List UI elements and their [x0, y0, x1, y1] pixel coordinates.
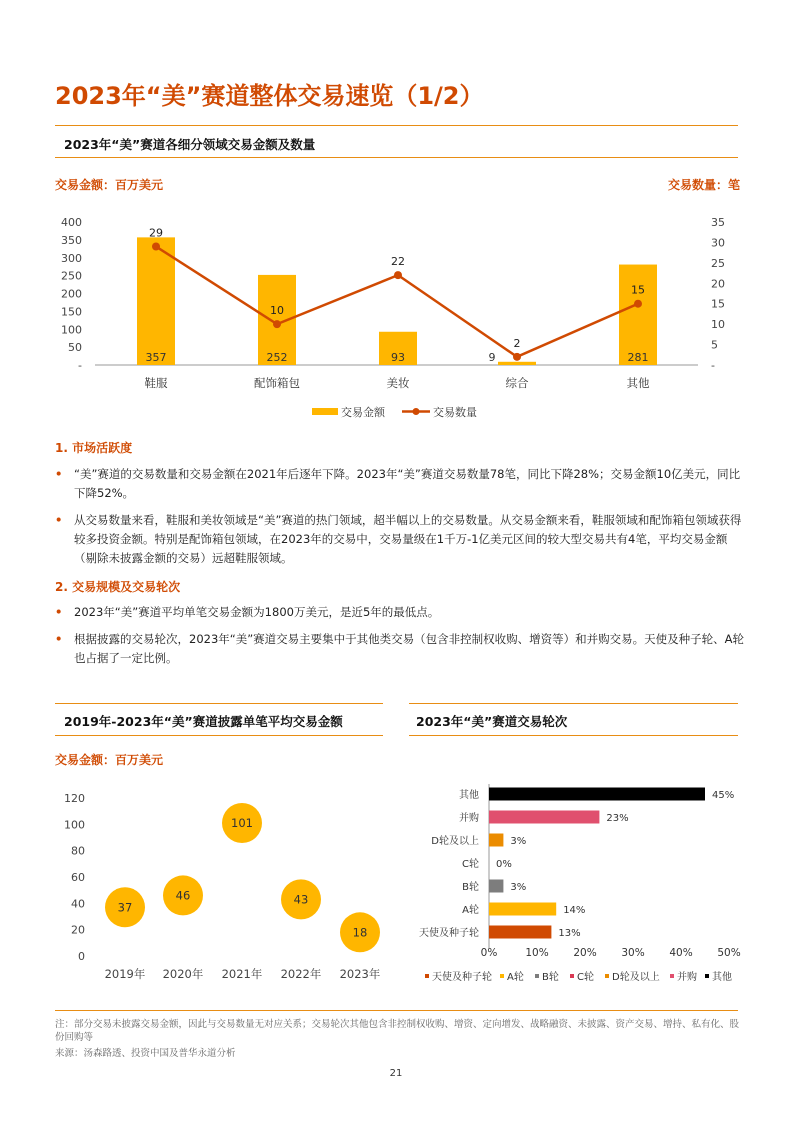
left-axis-tick-label: -: [78, 359, 82, 372]
legend-swatch-count-point: [413, 408, 420, 415]
legend-swatch: [670, 974, 674, 978]
category-label: B轮: [462, 882, 479, 893]
bullet-dot: •: [55, 467, 63, 481]
category-label: 美妆: [386, 376, 410, 390]
x-axis-tick-label: 50%: [717, 947, 741, 959]
legend-label: 其他: [712, 972, 732, 983]
line-count-point: [513, 353, 521, 361]
right-axis-tick-label: 5: [711, 338, 718, 352]
bullet-text: “美”赛道的交易数量和交易金额在2021年后逐年下降。2023年“美”赛道交易数量78笔，同比下降28%；交易金额10亿美元，同比下降52%。: [74, 467, 741, 500]
x-axis-tick-label: 10%: [525, 947, 549, 959]
legend-label: A轮: [507, 972, 524, 983]
round-bar-label: 0%: [496, 859, 512, 870]
footnote-divider: [55, 1010, 738, 1011]
bullet-dot: •: [55, 632, 63, 646]
category-label: A轮: [462, 905, 479, 916]
legend-swatch: [535, 974, 539, 978]
x-axis-tick-label: 2022年: [280, 967, 322, 981]
right-axis-tick-label: 25: [711, 256, 725, 270]
category-label: 其他: [459, 790, 479, 801]
left-axis-tick-label: 300: [61, 251, 82, 265]
page-number: 21: [389, 1068, 403, 1079]
top-chart-right-unit: 交易数量：笔: [667, 178, 740, 192]
bar-amount-label: 281: [627, 351, 649, 364]
bar-amount-label: 93: [391, 351, 405, 364]
legend-label: C轮: [577, 972, 594, 983]
bubble-value-label: 18: [352, 925, 368, 940]
title-divider: [55, 125, 738, 126]
legend-swatch-amount: [312, 408, 338, 415]
line-count-label: 15: [631, 283, 645, 297]
bubble-value-label: 101: [231, 816, 253, 831]
footnote-source: 来源：汤森路透、投资中国及普华永道分析: [55, 1048, 236, 1059]
top-chart-heading-divider: [55, 157, 738, 158]
x-axis-tick-label: 2023年: [339, 967, 381, 981]
right-axis-tick-label: 30: [711, 236, 725, 250]
right-axis-tick-label: -: [711, 359, 715, 372]
bullet-scale-1: [55, 603, 745, 622]
line-count-point: [273, 320, 281, 328]
bullet-scale-2: [55, 630, 745, 668]
round-bar-label: 23%: [606, 813, 629, 824]
line-count-point: [152, 243, 160, 251]
round-bar-label: 3%: [510, 836, 527, 847]
section-market-activity-title: 1. 市场活跃度: [55, 441, 133, 455]
round-bar: [489, 880, 503, 893]
category-label: 鞋服: [144, 376, 168, 390]
line-count-label: 10: [270, 304, 284, 318]
legend-swatch: [500, 974, 504, 978]
legend-label: B轮: [542, 972, 559, 983]
left-axis-tick-label: 400: [61, 216, 82, 229]
x-axis-tick-label: 2019年: [104, 967, 146, 981]
bar-amount: [619, 265, 657, 365]
category-label: 其他: [626, 376, 650, 390]
x-axis-tick-label: 2020年: [162, 967, 204, 981]
top-chart-left-unit: 交易金额：百万美元: [55, 178, 164, 192]
category-label: 综合: [505, 376, 529, 390]
left-axis-tick-label: 150: [61, 305, 82, 319]
line-count-point: [634, 300, 642, 308]
deal-round-bar-chart: [405, 780, 750, 990]
x-axis-tick-label: 40%: [669, 947, 693, 959]
category-label: 天使及种子轮: [419, 928, 479, 939]
bubble-value-label: 37: [117, 900, 133, 915]
category-label: D轮及以上: [431, 836, 479, 847]
right-axis-tick-label: 35: [711, 216, 725, 229]
line-count-label: 22: [391, 255, 405, 269]
bubble-value-label: 43: [293, 892, 309, 907]
x-axis-tick-label: 2021年: [221, 967, 263, 981]
round-bar-label: 14%: [563, 905, 586, 916]
bottom-left-top-divider: [55, 703, 383, 704]
bottom-left-unit: 交易金额：百万美元: [55, 753, 164, 767]
bullet-text: 从交易数量来看，鞋服和美妆领域是“美”赛道的热门领域，超半幅以上的交易数量。从交易金额来看，鞋服领域和配饰箱包领域获得较多投资金额。特别是配饰箱包领域，在2023年的交易中，交易量级在1千万-1亿美元区间的较大型交易共有4笔，平均交易金额（剔除未披露金额的交易）远超鞋服领域。: [74, 513, 742, 565]
bottom-left-heading-divider: [55, 735, 383, 736]
line-count-label: 2: [513, 336, 521, 350]
round-bar-label: 45%: [712, 790, 735, 801]
x-axis-tick-label: 30%: [621, 947, 645, 959]
top-chart-heading: 2023年“美”赛道各细分领域交易金额及数量: [64, 137, 316, 152]
left-axis-tick-label: 50: [68, 341, 82, 355]
right-axis-tick-label: 20: [711, 277, 725, 291]
footnote-note: 注：部分交易未披露交易金额，因此与交易数量无对应关系；交易轮次其他包含非控制权收购、增资、定向增发、战略融资、未披露、资产交易、增持、私有化、股份回购等: [55, 1019, 740, 1043]
bullet-dot: •: [55, 513, 63, 527]
round-bar: [489, 903, 556, 916]
bottom-right-chart-heading: 2023年“美”赛道交易轮次: [416, 714, 568, 729]
legend-swatch: [425, 974, 429, 978]
left-axis-tick-label: 200: [61, 287, 82, 301]
left-axis-tick-label: 350: [61, 233, 82, 247]
round-bar-label: 13%: [558, 928, 581, 939]
right-axis-tick-label: 10: [711, 318, 725, 332]
category-label: 并购: [459, 813, 479, 824]
bar-amount: [498, 362, 536, 365]
bottom-left-chart-heading: 2019年-2023年“美”赛道披露单笔平均交易金额: [64, 714, 343, 729]
bar-amount-label: 357: [145, 351, 167, 364]
bullet-market-1: [55, 465, 745, 503]
legend-swatch: [605, 974, 609, 978]
round-bar-label: 3%: [510, 882, 527, 893]
x-axis-tick-label: 0%: [480, 947, 498, 959]
bar-amount-label: 252: [266, 351, 288, 364]
category-label: 配饰箱包: [254, 376, 300, 390]
line-count-label: 29: [149, 226, 163, 240]
legend-label-amount: 交易金额: [341, 406, 385, 419]
y-axis-tick-label: 120: [64, 792, 85, 805]
section-scale-round-title: 2. 交易规模及交易轮次: [55, 580, 181, 594]
bottom-right-heading-divider: [409, 735, 738, 736]
round-bar: [489, 788, 705, 801]
left-axis-tick-label: 100: [61, 323, 82, 337]
legend-swatch: [570, 974, 574, 978]
x-axis-tick-label: 20%: [573, 947, 597, 959]
page-title: 2023年“美”赛道整体交易速览（1/2）: [55, 82, 484, 110]
y-axis-tick-label: 0: [78, 950, 85, 963]
legend-swatch: [705, 974, 709, 978]
y-axis-tick-label: 20: [71, 923, 85, 937]
y-axis-tick-label: 80: [71, 844, 85, 858]
round-bar: [489, 926, 551, 939]
bar-amount-label: 9: [488, 351, 496, 364]
left-axis-tick-label: 250: [61, 269, 82, 283]
bottom-right-top-divider: [409, 703, 738, 704]
top-combo-chart: [0, 205, 793, 430]
bullet-dot: •: [55, 605, 63, 619]
bubble-value-label: 46: [175, 888, 191, 903]
y-axis-tick-label: 40: [71, 897, 85, 911]
round-bar: [489, 811, 599, 824]
right-axis-tick-label: 15: [711, 297, 725, 311]
line-count-point: [394, 271, 402, 279]
bullet-text: 2023年“美”赛道平均单笔交易金额为1800万美元，是近5年的最低点。: [74, 605, 440, 619]
legend-label: 天使及种子轮: [432, 972, 492, 983]
legend-label: D轮及以上: [612, 972, 660, 983]
average-deal-bubble-chart: [40, 785, 390, 990]
y-axis-tick-label: 60: [71, 871, 85, 884]
bullet-text: 根据披露的交易轮次，2023年“美”赛道交易主要集中于其他类交易（包含非控制权收购、增资等）和并购交易。天使及种子轮、A轮也占据了一定比例。: [74, 632, 745, 665]
round-bar: [489, 834, 503, 847]
y-axis-tick-label: 100: [64, 818, 85, 832]
category-label: C轮: [462, 859, 479, 870]
legend-label: 并购: [677, 972, 697, 983]
bullet-market-2: [55, 511, 745, 568]
legend-label-count: 交易数量: [433, 406, 477, 419]
